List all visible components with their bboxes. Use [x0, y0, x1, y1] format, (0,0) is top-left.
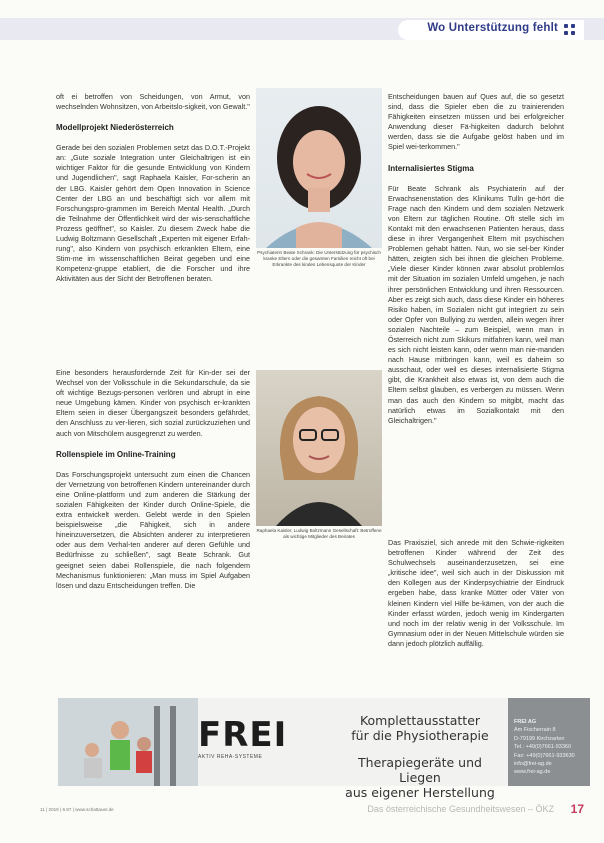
ad-logo — [198, 715, 334, 760]
paragraph: Das Praxisziel, sich anrede mit den Schwie-rigkeiten betroffenen Kinder während der Zeit des Schulwechsels auseinanderzusetzen, sei eine „kritische idee", weil sich auch in der Diskussion mit den Kollegen aus der Kinderpsychiatrie der Eindruck ergeben habe, dass kranke Mütter oder Väter von kleinen Kindern viel Hilfe be-kämen, von der auch die Kinder erfasst würden, jedoch wenig im Kindergarten und noch im der relativ wenig in der Volksschule. Im Gymnasium oder in der Neuen Mittelschule würden sie dann jedoch plötzlich auffällig. — [388, 538, 564, 648]
ad-contact-website[interactable]: www.frei-ag.de — [514, 769, 551, 776]
ad-tagline — [338, 701, 502, 800]
paragraph: Entscheidungen bauen auf Ques auf, die so gesetzt sind, dass die Spieler eben die zu trainierenden Fähigkeiten einsetzen müssen und bei erfolgreicher Anwendung dieser Fä-higkeiten dadurch belohnt werden, dass sie die Aufgabe gelöst haben und im Spiel wei-terkommen." — [388, 92, 564, 152]
ad-contact-line: D-79199 Kirchzarten — [514, 735, 565, 742]
right-column — [388, 92, 564, 426]
ad-tagline-line: Komplettausstatter — [359, 713, 481, 728]
ad-contact-line: FREI AG — [514, 719, 537, 725]
page-number: 17 — [570, 802, 584, 816]
paragraph: Für Beate Schrank als Psychiaterin auf der Erwachsenenstation des Klinikums Tulln ge-hört die Frage nach den Kindern und dem sozialen Netzwerk von Eltern zur täglichen Routine. Oft stelle sich im Kontakt mit den erwachsenen Patienten heraus, dass diese in ihrer Vergangenheit Eltern mit psychischen Problemen gehabt hätten. Nun, wo sie sel-ber Kinder hätten, zeigten sich bei ihnen die gleichen Probleme. „Viele dieser Kinder können zwar absolut problemlos mit der Situation im sozialen Umfeld umgehen, je nach ihrer persönlichen Entwicklung und ihren Ressourcen. Aber es zeigt sich auch, dass diese Kinder ein höheres Risiko haben, im Sozialen nicht gut integriert zu sein oder Opfer von Bullying zu werden, allein wegen ihrer sozialen Nachteile – zum Beispiel, wenn man in Österreich nicht zum Skikurs mitfahren kann, weil man es sich nicht leisten kann, oder wenn man nie-manden nach Hause mitbringen kann, weil es daheim so ausschaut, oder weil es dieses internalisierte Stigma gibt, die Krankheit also etwas ist, von dem auch die Eltern selbst glauben, es verbergen zu müssen. Wenn man das auch den Kindern so mitgibt, macht das natürlich etwas im Sozialkontakt mit den Gleichaltrigen." — [388, 183, 564, 425]
ad-tagline-line: aus eigener Herstellung — [345, 785, 495, 800]
portrait-photo-schrank — [256, 88, 382, 248]
subheading: Rollenspiele im Online-Training — [56, 449, 176, 459]
footer-issue-info: 11 | 2019 | 6.97 | www.schattauer.de — [40, 807, 114, 812]
ad-photo-physiotherapy — [58, 698, 198, 786]
subheading: Modellprojekt Niederösterreich — [56, 123, 174, 133]
ad-tagline-line: Therapiegeräte und Liegen — [358, 755, 482, 785]
subheading: Internalisiertes Stigma — [388, 163, 474, 173]
advertisement-frei[interactable] — [58, 698, 590, 800]
ad-contact-email[interactable]: info@frei-ag.de — [514, 761, 552, 768]
ad-contact-box — [508, 698, 590, 786]
photo-caption: Psychiaterin Beate Schrank: Die Unterstützung für psychisch kranke Eltern oder die gesamten Familien reicht oft bei Erkrankte des kindes Lebensquote der Kinder — [257, 250, 381, 267]
left-column-lower — [56, 368, 250, 591]
portrait-photo-kaisler — [256, 370, 382, 526]
left-column — [56, 92, 250, 285]
photo-caption: Raphaela Kaisler, Ludwig Boltzmann Gesellschaft: Betroffene als wichtige Mitglieder des Beirates — [256, 528, 382, 539]
paragraph: Gerade bei den sozialen Problemen setzt das D.O.T.-Projekt an: „Gute soziale Integration unter Gleichaltrigen ist ein wichtiger Faktor für die gesunde Entwicklung von Kindern und Jugendlichen", sagt Raphaela Kaisler, For-scherin an der LBG. Kaisler gehört dem Open Innovation in Science Center der LBG an und beschäftigt sich vor allem mit Forschungspro-grammen im Bereich Mental Health. „Durch die Teilnahme der Öffentlichkeit wird der wis-senschaftliche Prozess geöffnet", so Kaisler. Zu diesem Zweck habe die Ludwig Boltzmann Gesellschaft „Experten mit eigener Erfah-rung", also Kindern von psychisch erkrankten Eltern, eine Stim-me im wissenschaftlichen Beirat gegeben und eine Kompetenz-gruppe etabliert, die die Forscher und ihre Aktivitäten aus der Sicht der Betroffenen beraten. — [56, 143, 250, 284]
paragraph: Das Forschungsprojekt untersucht zum einen die Chancen der Vernetzung von betroffenen Kindern untereinander durch eine Online-plattform und zum anderen die Stärkung der sozialen Fähigkeiten der Kinder durch Online-Spiele, die extra entwickelt werden. Gelebt werde in den Spielen beispielsweise „die Fähigkeit, sich in andere hineinzuversetzen, die Absichten anderer zu interpretieren oder aus dem Verhal-ten anderer auf deren Gefühle und Bedürfnisse zu schließen", sagt Beate Schrank. Gut geeignet seien dabei Rollenspiele, die nach folgendem Mechanismus funktionieren: „Man muss im Spiel Aufgaben lösen und dazu Entscheidungen treffen. Die — [56, 469, 250, 590]
section-title: Wo Unterstützung fehlt — [427, 22, 558, 34]
dots-icon — [564, 24, 576, 36]
ad-logo-text: FREI — [198, 715, 288, 755]
footer-journal-name: Das österreichische Gesundheitswesen – ÖKZ — [367, 804, 554, 814]
ad-tagline-line: für die Physiotherapie — [351, 728, 489, 743]
paragraph: Eine besonders herausfordernde Zeit für Kin-der sei der Wechsel von der Volksschule in die Sekundarschule, da sie oft wichtige Bezugs-personen verlören und abrupt in eine neue Umgebung kämen. Kinder von psychisch er-krankten Eltern seien in dieser Übergangszeit besonders gefährdet, den Anschluss zu ver-lieren, sich sozial zurückzuziehen und auch von Mitschülern ausgegrenzt zu werden. — [56, 368, 250, 438]
right-column-lower — [388, 538, 564, 649]
ad-contact-line: Tel.: +49(0)7661-93360 — [514, 744, 572, 751]
paragraph: oft ei betroffen von Scheidungen, von Armut, von wechselnden Wohnsitzen, von Arbeitslo-sigkeit, von Gewalt." — [56, 92, 250, 112]
ad-contact-line: Fax: +49(0)7661-933630 — [514, 752, 575, 759]
ad-logo-subtitle: AKTIV REHA-SYSTEME — [198, 754, 263, 760]
ad-contact-line: Am Fischerrain 8 — [514, 727, 556, 734]
